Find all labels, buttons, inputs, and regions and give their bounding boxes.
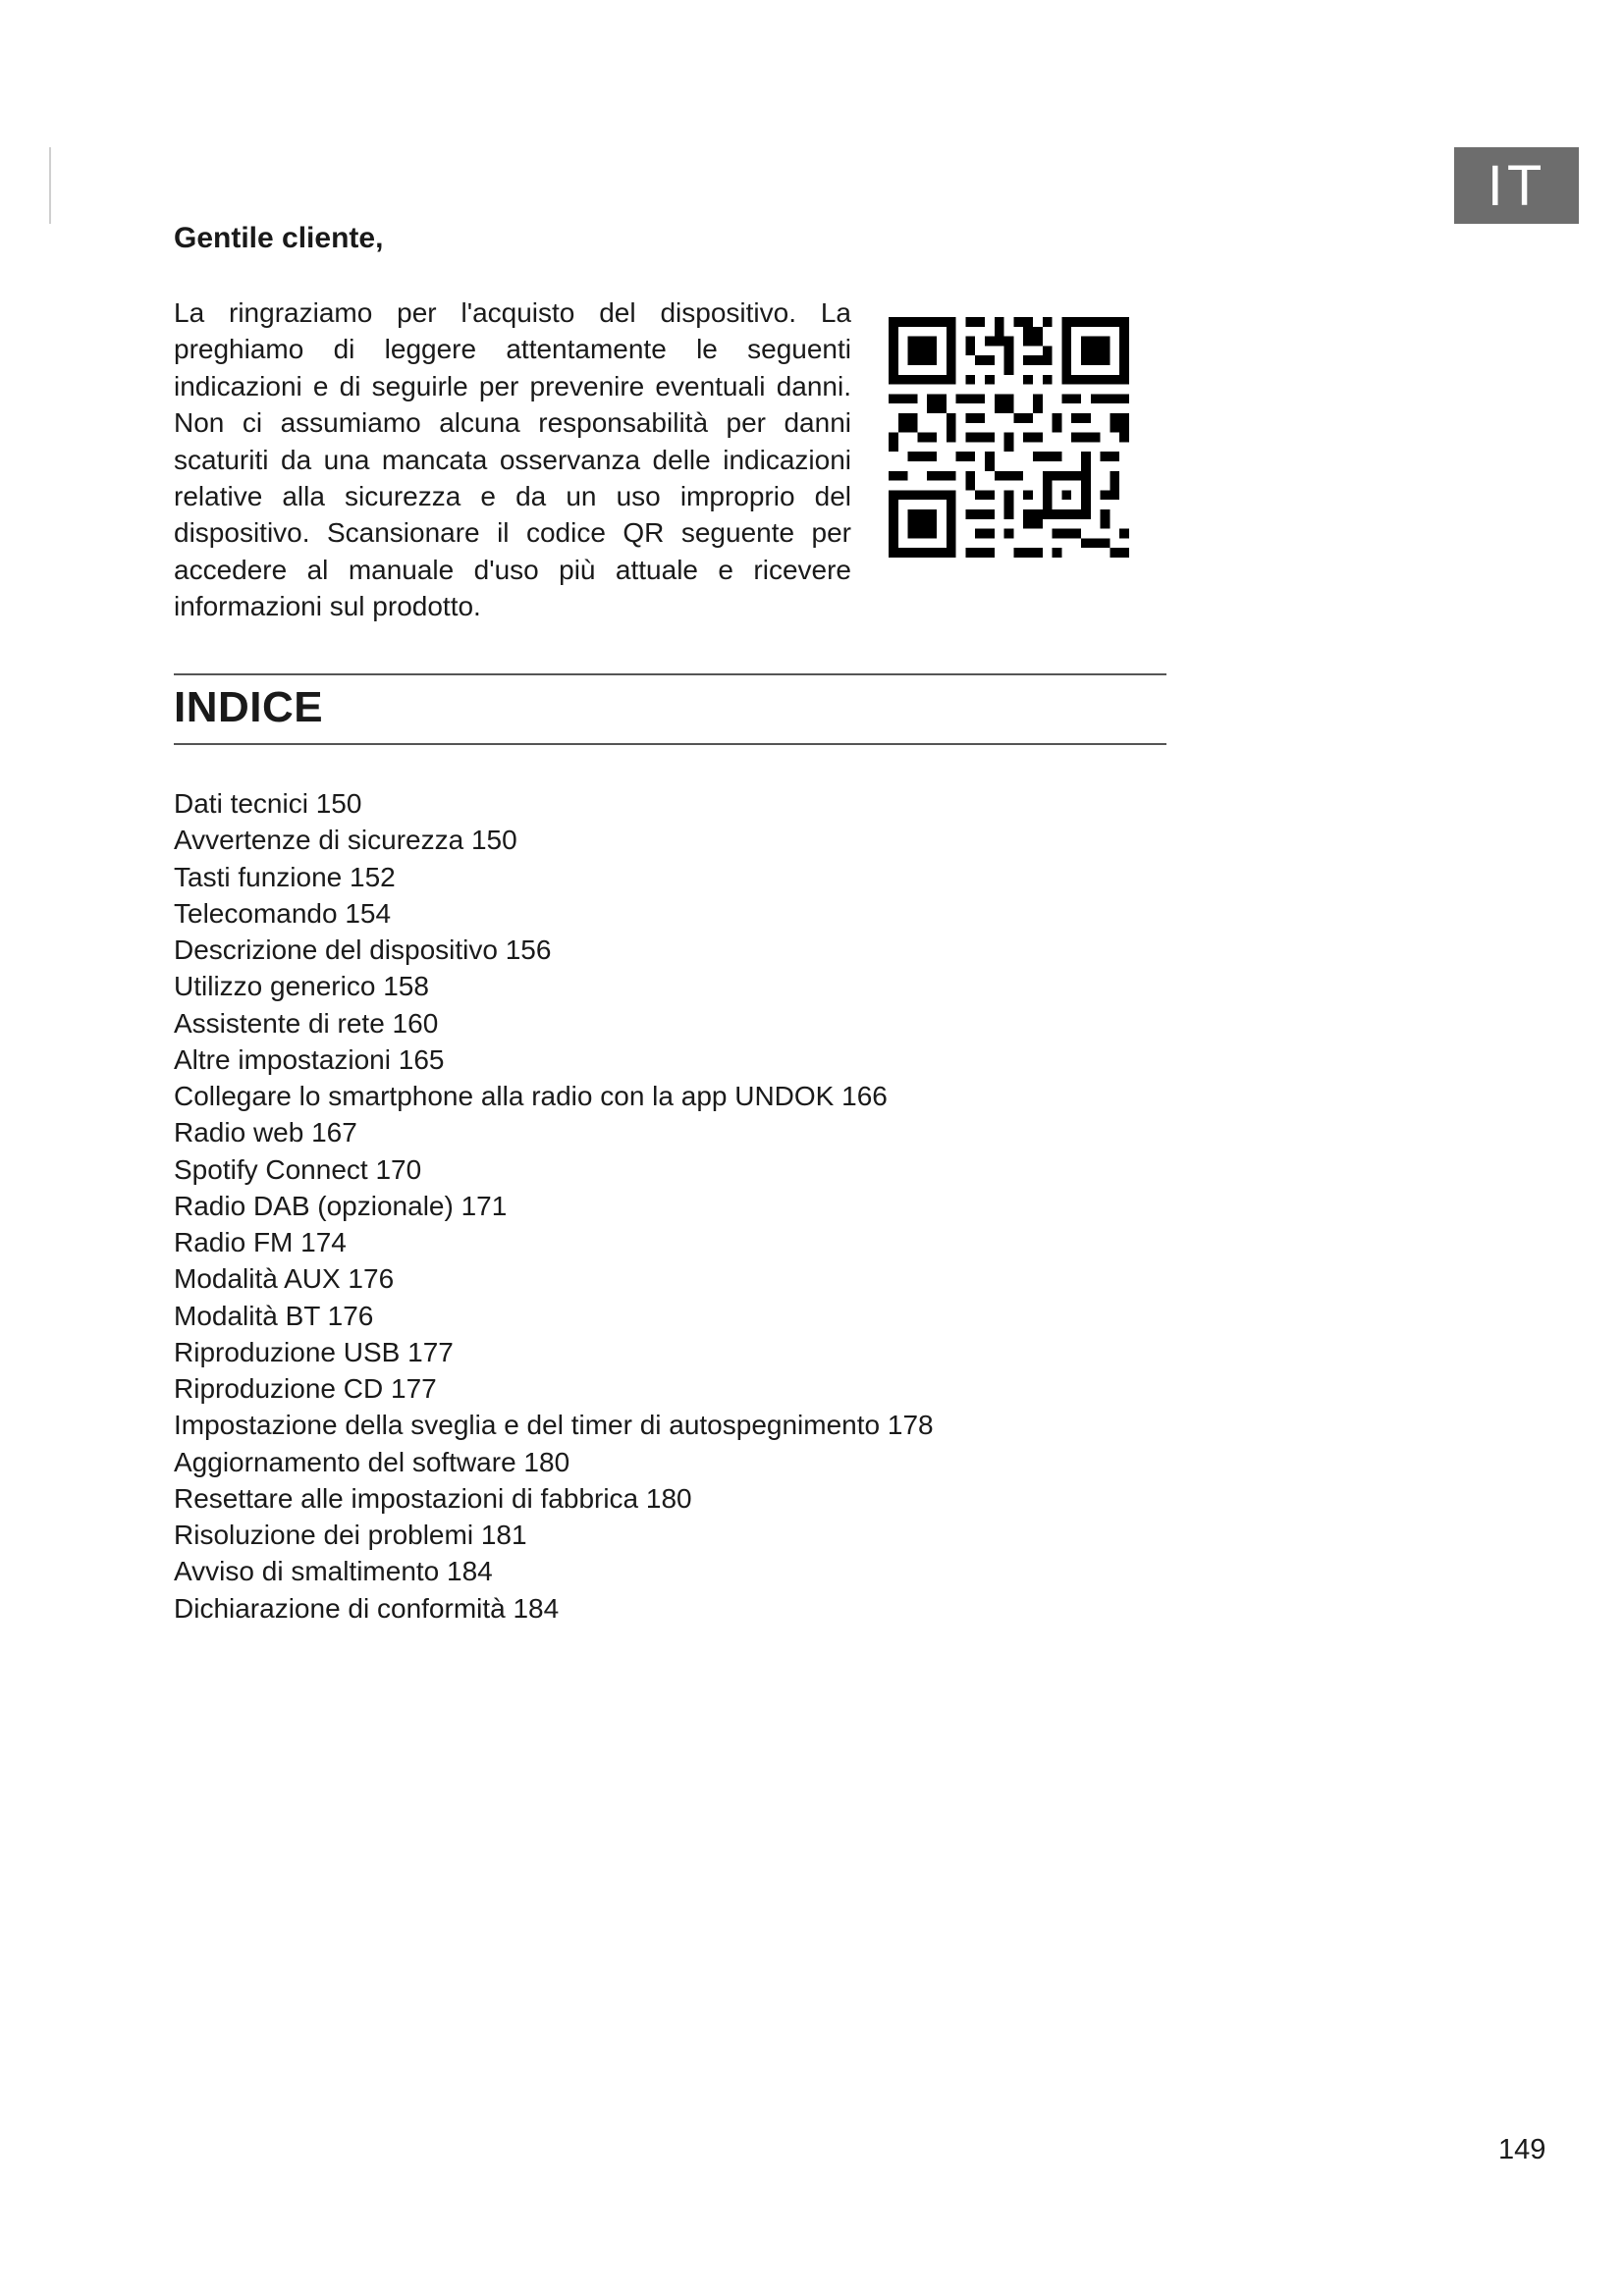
toc-heading: INDICE xyxy=(174,683,324,731)
margin-line xyxy=(49,147,51,224)
language-tab: IT xyxy=(1454,147,1579,224)
toc-item[interactable]: Risoluzione dei problemi 181 xyxy=(174,1520,527,1550)
toc-divider-top xyxy=(174,673,1166,675)
toc-item[interactable]: Dichiarazione di conformità 184 xyxy=(174,1592,560,1624)
toc-item[interactable]: Utilizzo generico 158 xyxy=(174,971,429,1002)
toc-list xyxy=(174,785,934,1627)
toc-item[interactable]: Modalità BT 176 xyxy=(174,1300,374,1331)
greeting: Gentile cliente, xyxy=(174,222,384,254)
toc-item[interactable]: Resettare alle impostazioni di fabbrica 180 xyxy=(174,1482,692,1514)
toc-item[interactable]: Dati tecnici 150 xyxy=(174,788,362,819)
toc-item[interactable]: Impostazione della sveglia e del timer di autospegnimento 178 xyxy=(174,1410,934,1441)
toc-divider-bottom xyxy=(174,743,1166,745)
toc-item[interactable]: Modalità AUX 176 xyxy=(174,1263,395,1295)
page-number: 149 xyxy=(1498,2134,1546,2165)
toc-item[interactable]: Altre impostazioni 165 xyxy=(174,1043,445,1075)
qr-code[interactable] xyxy=(889,317,1129,558)
toc-item[interactable]: Collegare lo smartphone alla radio con la app UNDOK 166 xyxy=(174,1081,888,1111)
toc-item[interactable]: Descrizione del dispositivo 156 xyxy=(174,934,552,965)
toc-item[interactable]: Telecomando 154 xyxy=(174,897,392,929)
toc-item[interactable]: Riproduzione USB 177 xyxy=(174,1336,454,1367)
toc-item[interactable]: Aggiornamento del software 180 xyxy=(174,1446,570,1477)
toc-item[interactable]: Radio DAB (opzionale) 171 xyxy=(174,1190,508,1221)
toc-item[interactable]: Avvertenze di sicurezza 150 xyxy=(174,825,517,856)
toc-item[interactable]: Spotify Connect 170 xyxy=(174,1153,422,1185)
toc-item[interactable]: Tasti funzione 152 xyxy=(174,861,396,892)
intro-paragraph: La ringraziamo per l'acquisto del dispositivo. La preghiamo di leggere attentamente le seguenti indicazioni e di seguirle per prevenire eventuali danni. Non ci assumiamo alcuna responsabilità per danni scaturiti da una mancata osservanza delle indicazioni relative alla sicurezza e da un uso improprio del dispositivo. Scansionare il codice QR seguente per accedere al manuale d'uso più attuale e ricevere informazioni sul prodotto. xyxy=(174,297,851,622)
toc-item[interactable]: Riproduzione CD 177 xyxy=(174,1373,437,1404)
toc-item[interactable]: Radio web 167 xyxy=(174,1117,357,1148)
toc-item[interactable]: Radio FM 174 xyxy=(174,1227,347,1257)
toc-item[interactable]: Assistente di rete 160 xyxy=(174,1007,439,1039)
toc-item[interactable]: Avviso di smaltimento 184 xyxy=(174,1556,493,1587)
